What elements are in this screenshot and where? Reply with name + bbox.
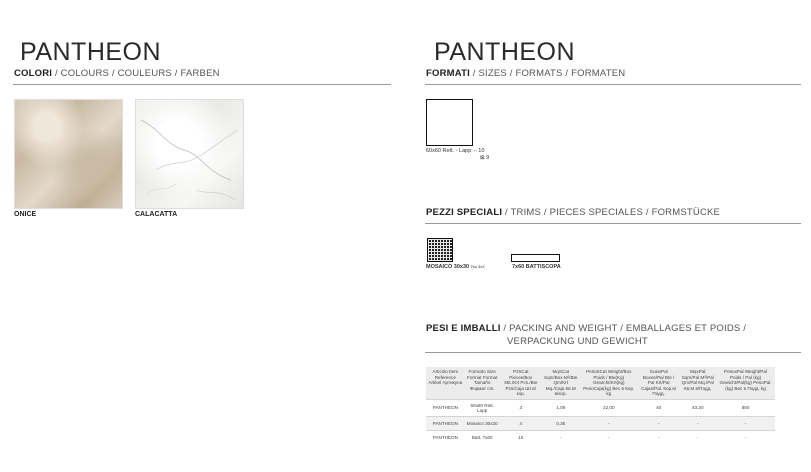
table-row — [426, 399, 775, 416]
table-cell: 60x60 Rett. Lapp — [465, 399, 500, 416]
packing-section-title-rest-2: VERPACKUNG UND GEWICHT — [507, 336, 648, 347]
thickness-icon: ⇔ — [472, 148, 479, 154]
format-thickness-text: 10 — [478, 148, 485, 154]
swatch-onice-label: ONICE — [14, 211, 37, 218]
mosaico-label-bold: MOSAICO 30x30 — [426, 264, 470, 270]
mosaico-tile — [427, 238, 453, 262]
formats-section-title-bold: FORMATI — [426, 68, 470, 79]
packing-section-title-rest-1: / PACKING AND WEIGHT / EMBALLAGES ET POIDS / — [500, 323, 747, 334]
trims-section-title-bold: PEZZI SPECIALI — [426, 207, 503, 218]
box-icon: ⊠ — [480, 155, 485, 161]
header-cell: ScatxPal Boxes/Pal Bte / Pal Krt/Pal Cajas/Pal. Кор.в/Подд. — [641, 369, 677, 397]
table-row — [426, 430, 775, 444]
table-cell: - — [580, 430, 638, 444]
formats-section-title — [426, 68, 625, 79]
colors-section-title — [14, 68, 220, 79]
mosaico-label — [426, 264, 484, 270]
left-brand-title: PANTHEON — [20, 38, 162, 66]
table-cell: - — [542, 430, 580, 444]
header-cell: Formato Size Format Format Tamaño Формат cm. — [467, 369, 498, 391]
packing-table-wrapper — [426, 367, 775, 444]
formats-section-title-rest: / SIZES / FORMATS / FORMATEN — [469, 68, 626, 79]
colors-divider — [13, 84, 391, 85]
packing-section-title-bold: PESI E IMBALLI — [426, 323, 501, 334]
header-cell: PesoSCat Weight/Box Poids / Bte(Kg) Gewicht/Krt(kg) PesoCaja(kg) Вес в Кор. kg — [583, 369, 635, 397]
table-cell: PANTHEON — [426, 416, 465, 430]
table-cell: - — [679, 430, 716, 444]
table-cell: - — [638, 416, 680, 430]
table-cell: - — [580, 416, 638, 430]
packing-table-header — [426, 367, 775, 399]
header-cell: MqSCat Sqm/Box M²/Bte Qm/Krt Mq./Caja Кв.М в/кор. — [544, 369, 578, 397]
table-cell: 1,08 — [542, 399, 580, 416]
table-cell: Mosaico 30x30 — [465, 416, 500, 430]
table-cell: - — [716, 430, 775, 444]
header-cell: MqxPal Sqm/Pal M²/Pal Qm/Pal Mq./Pal Кв.М в/Подд. — [681, 369, 714, 391]
format-60x60-square — [426, 99, 473, 146]
battiscopa-tile — [511, 254, 560, 262]
packing-table — [426, 367, 775, 444]
table-cell: - — [716, 416, 775, 430]
format-60x60-label — [426, 148, 484, 154]
battiscopa-label: 7x60 BATTISCOPA — [512, 264, 561, 270]
table-cell: 15 — [500, 430, 542, 444]
right-brand-title: PANTHEON — [434, 38, 576, 66]
format-pieces-text: 9 — [486, 155, 490, 161]
colors-section-title-bold: COLORI — [14, 68, 53, 79]
swatch-calacatta — [135, 99, 244, 209]
table-cell: 40 — [638, 399, 680, 416]
table-cell: 22,00 — [580, 399, 638, 416]
header-cell: Articolo Item Reference Artikel Артикула — [428, 369, 463, 386]
swatch-calacatta-label: CALACATTA — [135, 211, 178, 218]
format-pieces-row — [480, 155, 489, 161]
formats-divider — [425, 84, 801, 85]
calacatta-veins — [136, 100, 243, 208]
swatch-onice — [14, 99, 123, 209]
format-size-text: 60x60 Rett. - Lapp — [426, 148, 472, 154]
table-cell: 4 — [500, 416, 542, 430]
trims-section-title-rest: / TRIMS / PIECES SPECIALES / FORMSTÜCKE — [502, 207, 721, 218]
table-cell: Batt. 7x60 — [465, 430, 500, 444]
mosaico-label-small: Tes 3x3 — [470, 264, 485, 269]
table-cell: 43,20 — [679, 399, 716, 416]
header-cell: PzSCat Pieces/Box Stk./Krt Pcs./Bte Pzs/Caja Шт.в/кор. — [504, 369, 538, 397]
table-cell: - — [638, 430, 680, 444]
table-cell: 3 — [500, 399, 542, 416]
table-cell: - — [679, 416, 716, 430]
table-row — [426, 416, 775, 430]
table-cell: PANTHEON — [426, 399, 465, 416]
table-cell: PANTHEON — [426, 430, 465, 444]
header-cell: PesoxPal Weight/Pal Poids / Pal (kg) Gewicht/Pal(kg) PesoPal.(kg) Вес в Подд. kg — [719, 369, 772, 391]
table-cell: 880 — [716, 399, 775, 416]
packing-divider — [425, 352, 801, 353]
colors-section-title-rest: / COLOURS / COULEURS / FARBEN — [52, 68, 220, 79]
table-cell: 0,36 — [542, 416, 580, 430]
packing-section-title — [426, 322, 746, 348]
trims-divider — [425, 223, 801, 224]
trims-section-title — [426, 207, 720, 218]
